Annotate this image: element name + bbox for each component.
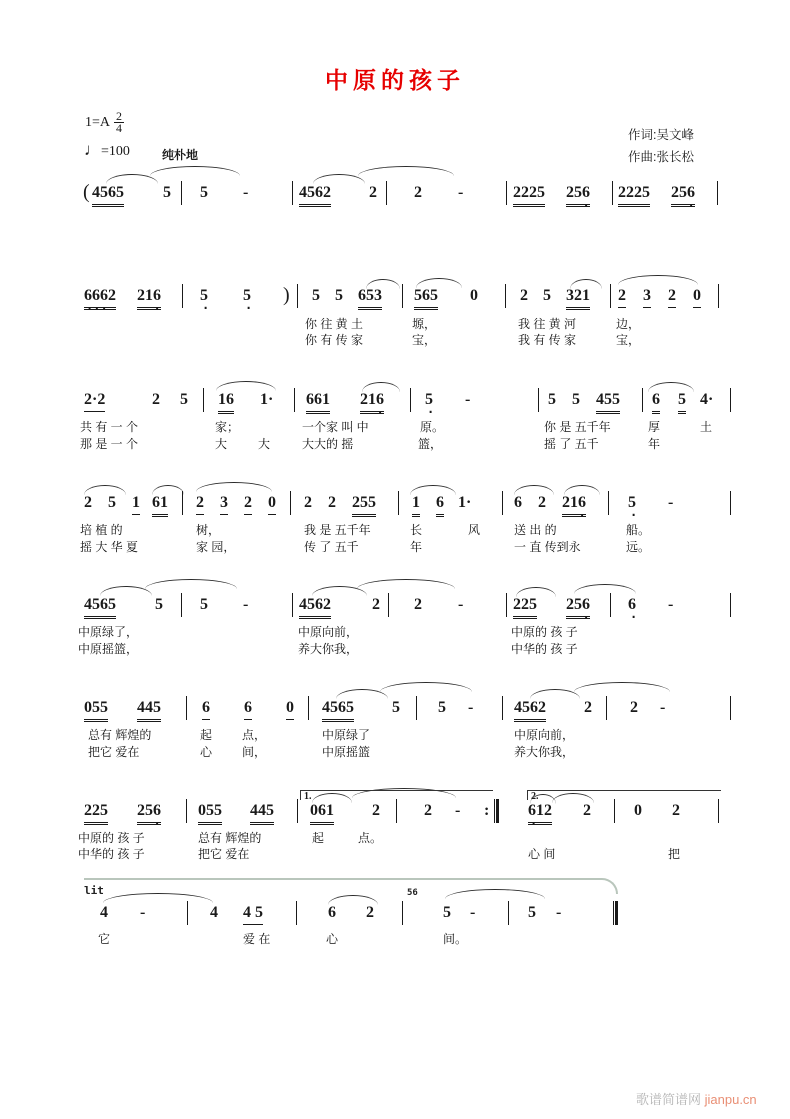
slur-arc xyxy=(366,279,400,289)
barline xyxy=(294,388,295,412)
note-token: 256 · xyxy=(137,802,161,831)
note-token: 6 xyxy=(202,698,210,720)
note-token: 2 xyxy=(196,493,204,515)
barline xyxy=(187,901,188,925)
note-token: 2 xyxy=(630,699,638,716)
note-token: - xyxy=(455,802,461,819)
lyric-segment: 树， xyxy=(196,523,221,537)
barline xyxy=(717,181,718,205)
lyric-segment: 培 植 的 xyxy=(80,523,123,537)
note-token: 445 xyxy=(137,698,161,722)
barline xyxy=(296,901,297,925)
tempo-marking xyxy=(84,140,130,160)
lyric-segment: 点， xyxy=(242,728,267,742)
slur-arc xyxy=(648,382,694,392)
note-token: 061 xyxy=(310,801,334,825)
meter-numerator: 2 xyxy=(116,109,123,123)
note-token: 2 xyxy=(520,287,528,304)
note-token: 2 xyxy=(618,286,626,308)
barline xyxy=(642,388,643,412)
phrase-line xyxy=(84,878,618,894)
lyric-segment: 心 xyxy=(326,932,339,946)
note-token: 4· xyxy=(700,391,714,408)
note-token: 225 xyxy=(84,801,108,825)
annotation: lit xyxy=(84,884,104,897)
lyric-segment: 一个家 叫 中 xyxy=(302,420,369,434)
note-token: 5 xyxy=(528,904,536,921)
barline xyxy=(502,491,503,515)
lyric-segment: 养大你我， xyxy=(514,745,575,759)
barline xyxy=(186,799,187,823)
note-token: 4565 xyxy=(92,183,124,207)
barline xyxy=(292,181,293,205)
slur-arc xyxy=(574,682,670,692)
slur-arc xyxy=(514,485,554,495)
barline xyxy=(506,593,507,617)
barline xyxy=(186,696,187,720)
note-token: - xyxy=(243,184,249,201)
note-token: 4 5 xyxy=(243,903,263,925)
octave-dots: · xyxy=(427,405,435,419)
slur-arc xyxy=(380,682,472,692)
volta-label: 2. xyxy=(531,791,539,802)
lyric-segment: 中华的 孩 子 xyxy=(78,847,145,861)
barline xyxy=(730,491,731,515)
note-token: 2 xyxy=(668,286,676,308)
lyric-segment: 中原的 孩 子 xyxy=(78,831,145,845)
note-token: - xyxy=(556,904,562,921)
lyric-segment: 起 xyxy=(200,728,213,742)
final-double-barline xyxy=(613,901,618,925)
barline xyxy=(203,388,204,412)
slur-arc xyxy=(362,382,400,392)
note-token: 216 · xyxy=(137,287,161,316)
lyric-segment: 中原摇篮 xyxy=(322,745,371,759)
note-token: 2 xyxy=(424,802,432,819)
note-token: 3 xyxy=(643,286,651,308)
note-token: 455 xyxy=(596,390,620,414)
octave-dots: · xyxy=(530,817,538,831)
lyric-segment: 心 间 xyxy=(528,847,556,861)
barline xyxy=(416,696,417,720)
note-token: 6662 ··· xyxy=(84,287,116,316)
barline xyxy=(718,284,719,308)
expression-marking: 纯朴地 xyxy=(162,148,199,162)
annotation: 56 xyxy=(407,888,418,898)
tempo-value: =100 xyxy=(101,144,130,159)
note-token: - xyxy=(470,904,476,921)
octave-dots: · xyxy=(139,817,161,831)
note-token: 1 xyxy=(132,493,140,515)
lyric-segment: 宝， xyxy=(616,333,641,347)
note-token: 5 xyxy=(163,184,171,201)
barline xyxy=(610,284,611,308)
quarter-note-icon: ♩ xyxy=(84,140,101,159)
lyric-segment: 远。 xyxy=(626,540,651,554)
lyric-segment: 间， xyxy=(242,745,267,759)
note-token: 2 xyxy=(244,493,252,515)
slur-arc xyxy=(618,275,698,285)
note-token: 4 xyxy=(100,904,108,921)
note-token: 2 xyxy=(583,802,591,819)
note-token: 2 xyxy=(372,596,380,613)
note-token: - xyxy=(668,494,674,511)
composer-credit: 作曲:张长松 xyxy=(628,150,694,164)
note-token: 2 xyxy=(152,391,160,408)
octave-dots: · xyxy=(568,199,590,213)
watermark-url: jianpu.cn xyxy=(704,1092,757,1107)
lyric-segment: 边， xyxy=(616,317,641,331)
note-token: - xyxy=(660,699,666,716)
note-token: 5 xyxy=(200,184,208,201)
lyric-segment: 大 xyxy=(215,437,228,451)
note-token: 2 xyxy=(538,494,546,511)
lyric-segment: 养大你我， xyxy=(298,642,359,656)
lyric-segment: 起 xyxy=(312,831,325,845)
lyric-segment: 把它 爱在 xyxy=(198,847,250,861)
octave-dots: · xyxy=(564,509,586,523)
note-token: 4562 xyxy=(514,698,546,722)
lyric-segment: 摇 了 五千 xyxy=(544,437,599,451)
slur-arc xyxy=(150,166,240,176)
barline xyxy=(297,799,298,823)
barline xyxy=(612,181,613,205)
slur-arc xyxy=(410,485,456,495)
note-token: 2 xyxy=(366,904,374,921)
note-token: 2 xyxy=(84,494,92,511)
slur-arc xyxy=(574,584,636,594)
note-token: 5 xyxy=(438,699,446,716)
octave-dots: · xyxy=(630,508,638,522)
note-token: 653 xyxy=(358,286,382,310)
note-token: 4562 xyxy=(299,183,331,207)
note-token: 225 xyxy=(513,595,537,619)
note-token: 5 xyxy=(678,390,686,414)
lyric-segment: 船。 xyxy=(626,523,651,537)
slur-arc xyxy=(152,485,184,495)
note-token: - xyxy=(458,596,464,613)
lyric-segment: 中原向前， xyxy=(514,728,575,742)
note-token: 055 xyxy=(84,698,108,722)
repeat-barline xyxy=(494,799,499,823)
barline xyxy=(308,696,309,720)
note-token: 2 xyxy=(369,184,377,201)
octave-dots: · xyxy=(202,301,210,315)
note-token: 4 xyxy=(210,904,218,921)
note-token: 255 xyxy=(352,493,376,517)
volta-label: 1. xyxy=(304,791,312,802)
phrase-paren: ( xyxy=(83,181,90,203)
barline xyxy=(730,696,731,720)
lyric-segment: 中原向前， xyxy=(298,625,359,639)
lyric-segment: 总有 辉煌的 xyxy=(88,728,152,742)
barline xyxy=(181,181,182,205)
octave-dots: · xyxy=(673,199,695,213)
note-token: 6 xyxy=(328,904,336,921)
note-token: 055 xyxy=(198,801,222,825)
note-token: 6 · xyxy=(628,596,638,624)
lyric-segment: 共 有 一 个 xyxy=(80,420,139,434)
time-signature xyxy=(114,111,124,134)
barline xyxy=(606,696,607,720)
note-token: 1· xyxy=(458,494,472,511)
note-token: 5 xyxy=(155,596,163,613)
lyric-segment: 送 出 的 xyxy=(514,523,557,537)
note-token: 1· xyxy=(260,391,274,408)
note-token: 661 xyxy=(306,390,330,414)
note-token: 6 xyxy=(514,494,522,511)
lyric-segment: 宝， xyxy=(412,333,437,347)
note-token: 321 xyxy=(566,286,590,310)
barline xyxy=(506,181,507,205)
note-token: 2 xyxy=(414,596,422,613)
slur-arc xyxy=(357,579,455,589)
lyric-segment: 年 xyxy=(648,437,661,451)
note-token: 2 xyxy=(414,184,422,201)
note-token: 0 xyxy=(268,493,276,515)
note-token: 2225 xyxy=(618,183,650,207)
octave-dots: · xyxy=(139,302,161,316)
note-token: 256 · xyxy=(671,184,695,213)
lyric-segment: 大大的 摇 xyxy=(302,437,354,451)
barline xyxy=(608,491,609,515)
octave-dots: · xyxy=(245,301,253,315)
lyric-segment: 点。 xyxy=(358,831,383,845)
lyric-segment: 中原绿了 xyxy=(322,728,371,742)
note-token: 5 xyxy=(543,287,551,304)
key-label: 1=A xyxy=(85,114,111,130)
lyric-segment: 长 xyxy=(410,523,423,537)
barline xyxy=(386,181,387,205)
lyric-segment: 篮， xyxy=(418,437,443,451)
lyric-segment: 中华的 孩 子 xyxy=(511,642,578,656)
lyric-segment: 它 xyxy=(98,932,111,946)
lyric-segment: 爱 在 xyxy=(243,932,271,946)
lyric-segment: 年 xyxy=(410,540,423,554)
note-token: 256 · xyxy=(566,596,590,625)
slur-arc xyxy=(358,166,454,176)
note-token: 0 xyxy=(634,802,642,819)
note-token: 5 xyxy=(312,287,320,304)
note-token: 2225 xyxy=(513,183,545,207)
lyric-segment: 总有 辉煌的 xyxy=(198,831,262,845)
note-token: - xyxy=(465,391,471,408)
octave-dots: · xyxy=(362,406,384,420)
lyric-segment: 中原绿了， xyxy=(78,625,139,639)
lyric-segment: 大 xyxy=(258,437,271,451)
volta-bracket xyxy=(300,790,493,800)
watermark-sitename: 歌谱简谱网 xyxy=(636,1092,705,1107)
barline xyxy=(730,593,731,617)
lyric-segment: 我 是 五千年 xyxy=(304,523,371,537)
note-token: 612 · xyxy=(528,802,552,831)
note-token: 445 xyxy=(250,801,274,825)
note-token: 2·2 xyxy=(84,390,105,412)
barline xyxy=(388,593,389,617)
barline xyxy=(292,593,293,617)
note-token: - xyxy=(468,699,474,716)
lyric-segment: 风 xyxy=(468,523,481,537)
lyric-segment: 我 有 传 家 xyxy=(518,333,577,347)
note-token: 5 · xyxy=(425,391,435,419)
barline xyxy=(505,284,506,308)
lyric-segment: 我 往 黄 河 xyxy=(518,317,577,331)
slur-arc xyxy=(570,279,602,289)
barline xyxy=(718,799,719,823)
note-token: 216 · xyxy=(360,391,384,420)
barline xyxy=(410,388,411,412)
slur-arc xyxy=(145,579,237,589)
note-token: 5 · xyxy=(628,494,638,522)
barline xyxy=(290,491,291,515)
note-token: 4565 xyxy=(322,698,354,722)
note-token: 0 xyxy=(286,698,294,720)
note-token: 2 xyxy=(304,494,312,511)
note-token: 5 xyxy=(335,287,343,304)
lyric-segment: 心 xyxy=(200,745,213,759)
volta-bracket xyxy=(527,790,721,800)
lyric-segment: 土 xyxy=(700,420,713,434)
note-token: 6 xyxy=(652,390,660,414)
note-token: 16 xyxy=(218,390,234,414)
note-token: 565 xyxy=(414,286,438,310)
song-title: 中原的孩子 xyxy=(325,68,465,93)
note-token: 5 xyxy=(392,699,400,716)
note-token: 1 xyxy=(412,493,420,517)
slur-arc xyxy=(328,895,378,905)
note-token: 2 xyxy=(584,699,592,716)
lyric-segment: 那 是 一 个 xyxy=(80,437,139,451)
octave-dots: · xyxy=(568,611,590,625)
lyric-segment: 间。 xyxy=(443,932,468,946)
barline xyxy=(181,593,182,617)
lyric-segment: 你 是 五千年 xyxy=(544,420,611,434)
note-token: 2 xyxy=(328,494,336,511)
note-token: 6 xyxy=(244,698,252,720)
note-token: 4562 xyxy=(299,595,331,619)
repeat-colon: : xyxy=(484,802,490,819)
slur-arc xyxy=(196,482,272,492)
slur-arc xyxy=(564,485,600,495)
note-token: 5 xyxy=(572,391,580,408)
lyric-segment: 塬， xyxy=(412,317,437,331)
barline xyxy=(182,284,183,308)
note-token: 256 · xyxy=(566,184,590,213)
note-token: - xyxy=(243,596,249,613)
note-token: 5 xyxy=(108,494,116,511)
barline xyxy=(396,799,397,823)
slur-arc xyxy=(103,893,213,903)
note-token: 5 xyxy=(200,596,208,613)
slur-arc xyxy=(516,587,556,597)
barline xyxy=(402,901,403,925)
lyric-segment: 中原摇篮， xyxy=(78,642,139,656)
lyricist-credit: 作词:吴文峰 xyxy=(628,128,694,142)
barline xyxy=(614,799,615,823)
lyric-segment: 把 xyxy=(668,847,681,861)
slur-arc xyxy=(530,689,580,699)
barline xyxy=(502,696,503,720)
barline xyxy=(398,491,399,515)
credits xyxy=(628,124,694,168)
barline xyxy=(538,388,539,412)
barline xyxy=(297,284,298,308)
note-token: 4565 xyxy=(84,595,116,619)
note-token: 2 xyxy=(372,802,380,819)
note-token: 5 xyxy=(180,391,188,408)
lyric-segment: 把它 爱在 xyxy=(88,745,140,759)
barline xyxy=(610,593,611,617)
lyric-segment: 摇 大 华 夏 xyxy=(80,540,139,554)
octave-dots: ··· xyxy=(86,302,108,316)
phrase-paren: ) xyxy=(283,284,290,306)
note-token: 5 xyxy=(443,904,451,921)
note-token: 3 xyxy=(220,493,228,515)
lyric-segment: 传 了 五千 xyxy=(304,540,359,554)
note-token: 0 xyxy=(470,287,478,304)
note-token: 2 xyxy=(672,802,680,819)
note-token: 5 · xyxy=(200,287,210,315)
watermark xyxy=(636,1089,757,1108)
note-token: 5 · xyxy=(243,287,253,315)
lyric-segment: 你 有 传 家 xyxy=(305,333,364,347)
note-token: 0 xyxy=(693,286,701,308)
barline xyxy=(508,901,509,925)
key-signature xyxy=(85,111,124,134)
barline xyxy=(730,388,731,412)
lyric-segment: 你 往 黄 土 xyxy=(305,317,364,331)
slur-arc xyxy=(416,278,462,288)
note-token: - xyxy=(140,904,146,921)
meter-denominator: 4 xyxy=(116,121,123,135)
note-token: - xyxy=(458,184,464,201)
lyric-segment: 原。 xyxy=(420,420,445,434)
octave-dots: · xyxy=(630,610,638,624)
note-token: - xyxy=(668,596,674,613)
lyric-segment: 中原的 孩 子 xyxy=(511,625,578,639)
slur-arc xyxy=(84,485,126,495)
note-token: 6 xyxy=(436,493,444,517)
lyric-segment: 一 直 传到永 xyxy=(514,540,581,554)
lyric-segment: 家； xyxy=(215,420,240,434)
lyric-segment: 厚 xyxy=(648,420,661,434)
barline xyxy=(402,284,403,308)
slur-arc xyxy=(216,381,276,391)
lyric-segment: 家 园， xyxy=(196,540,236,554)
note-token: 61 xyxy=(152,493,168,517)
note-token: 216 · xyxy=(562,494,586,523)
note-token: 5 xyxy=(548,391,556,408)
